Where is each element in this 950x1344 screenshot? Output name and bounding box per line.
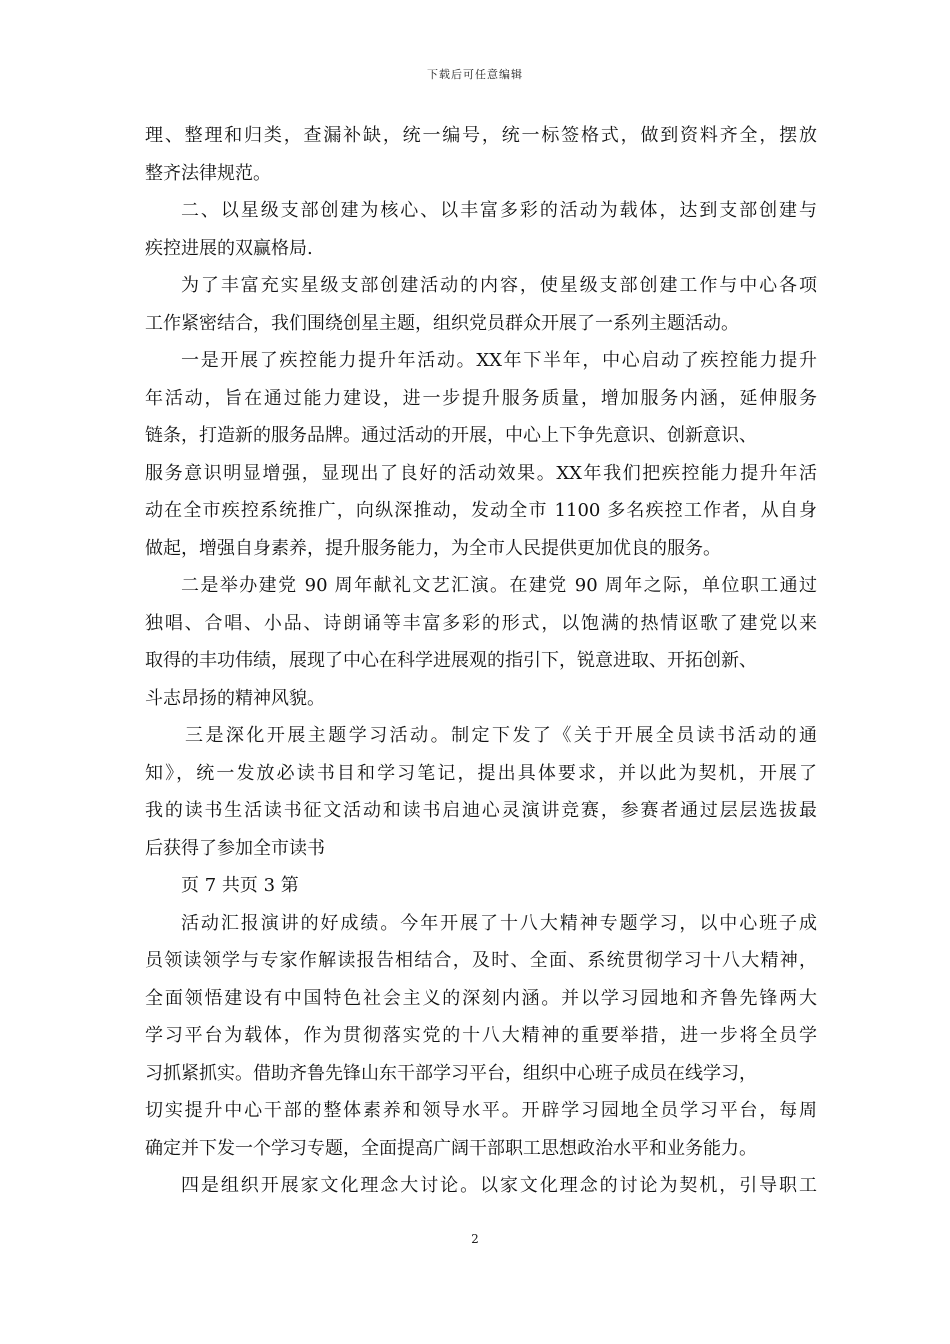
- text-line: 员领读领学与专家作解读报告相结合，及时、全面、系统贯彻学习十八大精神，: [145, 950, 817, 971]
- text-line: 做起，增强自身素养，提升服务能力，为全市人民提供更加优良的服务。: [145, 537, 721, 559]
- text-line: 一是开展了疾控能力提升年活动。XX年下半年，中心启动了疾控能力提升: [181, 350, 817, 371]
- text-line: 四是组织开展家文化理念大讨论。以家文化理念的讨论为契机，引导职工: [181, 1175, 817, 1196]
- text-line: 活动汇报演讲的好成绩。今年开展了十八大精神专题学习，以中心班子成: [181, 912, 817, 934]
- text-line: 工作紧密结合，我们围绕创星主题，组织党员群众开展了一系列主题活动。: [145, 312, 739, 334]
- document-body: [145, 117, 817, 1205]
- text-line: 确定并下发一个学习专题，全面提高广阔干部职工思想政治水平和业务能力。: [145, 1137, 757, 1159]
- text-line: 我的读书生活读书征文活动和读书启迪心灵演讲竞赛，参赛者通过层层选拔最: [145, 800, 817, 821]
- text-line: 斗志昂扬的精神风貌。: [145, 687, 325, 709]
- text-line: 习抓紧抓实。借助齐鲁先锋山东干部学习平台，组织中心班子成员在线学习，: [145, 1062, 757, 1084]
- text-line: 疾控进展的双赢格局.: [145, 237, 313, 259]
- text-line: 全面领悟建设有中国特色社会主义的深刻内涵。并以学习园地和齐鲁先锋两大: [145, 987, 817, 1009]
- text-line: 二是举办建党 90 周年献礼文艺汇演。在建党 90 周年之际，单位职工通过: [181, 575, 817, 596]
- text-line: 三是深化开展主题学习活动。制定下发了《关于开展全员读书活动的通: [185, 725, 817, 746]
- text-line: 切实提升中心干部的整体素养和领导水平。开辟学习园地全员学习平台，每周: [145, 1100, 817, 1121]
- text-line: 学习平台为载体，作为贯彻落实党的十八大精神的重要举措，进一步将全员学: [145, 1025, 817, 1046]
- text-line: 整齐法律规范。: [145, 162, 271, 184]
- text-line: 取得的丰功伟绩，展现了中心在科学进展观的指引下，锐意进取、开拓创新、: [145, 650, 757, 671]
- text-line: 理、整理和归类，查漏补缺，统一编号，统一标签格式，做到资料齐全，摆放: [145, 125, 817, 146]
- page-header: 下载后可任意编辑: [427, 68, 523, 81]
- text-line: 独唱、合唱、小品、诗朗诵等丰富多彩的形式，以饱满的热情讴歌了建党以来: [145, 612, 817, 634]
- text-line: 后获得了参加全市读书: [145, 837, 325, 859]
- text-line: 年活动，旨在通过能力建设，进一步提升服务质量，增加服务内涵，延伸服务: [145, 387, 817, 409]
- text-line: 链条，打造新的服务品牌。通过活动的开展，中心上下争先意识、创新意识、: [145, 425, 757, 446]
- text-line: 动在全市疾控系统推广，向纵深推动，发动全市 1100 多名疾控工作者，从自身: [145, 500, 817, 521]
- page-number: 2: [471, 1232, 479, 1246]
- text-line: 知》，统一发放必读书目和学习笔记，提出具体要求，并以此为契机，开展了: [145, 762, 817, 784]
- text-line: 二、以星级支部创建为核心、以丰富多彩的活动为载体，达到支部创建与: [181, 200, 817, 221]
- text-line: 为了丰富充实星级支部创建活动的内容，使星级支部创建工作与中心各项: [181, 275, 817, 296]
- text-line: 页 7 共页 3 第: [181, 875, 299, 896]
- text-line: 服务意识明显增强，显现出了良好的活动效果。XX年我们把疾控能力提升年活: [145, 462, 817, 484]
